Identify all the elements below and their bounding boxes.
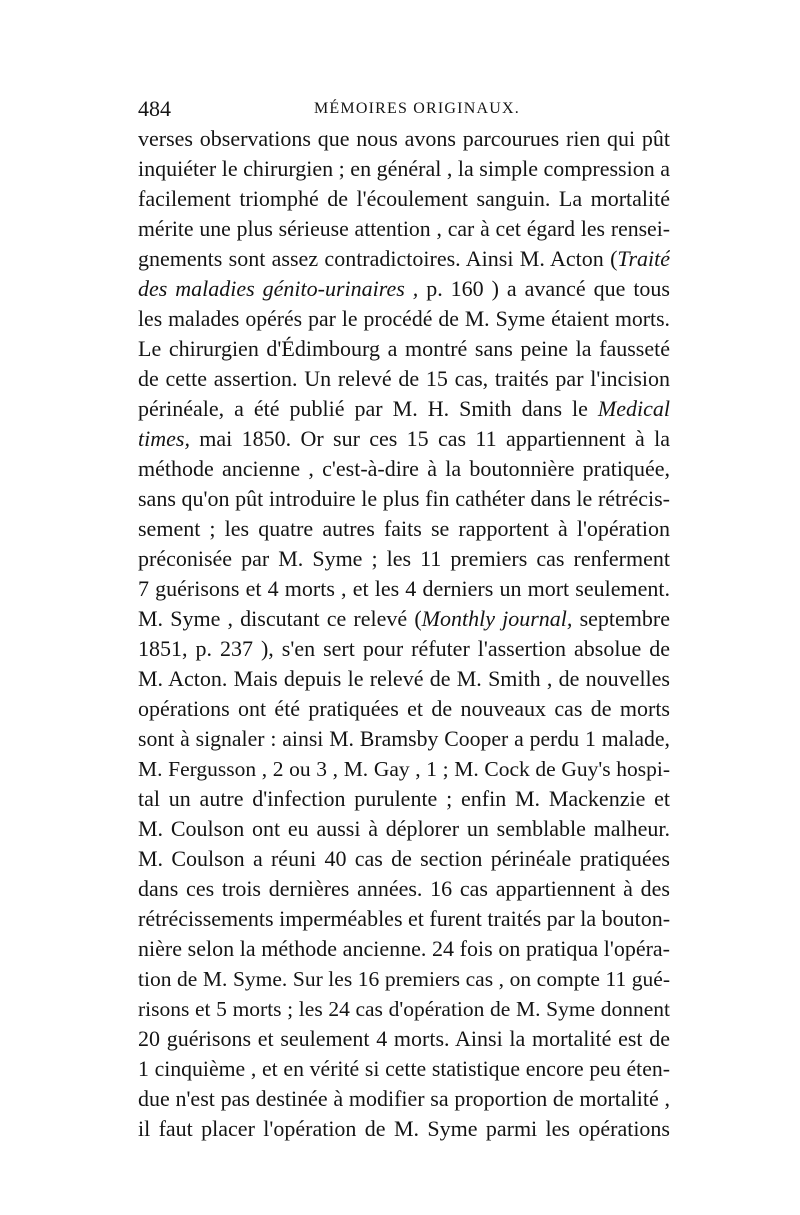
text-line [138, 1024, 670, 1054]
text-line [138, 304, 670, 334]
italic-text: des maladies génito-urinaires , [138, 276, 419, 301]
italic-text: times, [138, 426, 190, 451]
text-run: due n'est pas destinée à modifier sa proportion de mortalité , [138, 1086, 670, 1111]
text-run: opérations ont été pratiquées et de nouveaux cas de morts [138, 696, 670, 721]
text-run: 1 cinquième , et en vérité si cette statistique encore peu éten- [138, 1057, 670, 1081]
text-run: verses observations que nous avons parcourues rien qui pût [138, 126, 670, 151]
text-run: sement ; les quatre autres faits se rapportent à l'opération [138, 516, 670, 541]
text-run: 7 guérisons et 4 morts , et les 4 derniers un mort seulement. [138, 576, 670, 601]
text-line [138, 904, 670, 934]
text-run: M. Coulson a réuni 40 cas de section périnéale pratiquées [138, 846, 670, 871]
text-line [138, 604, 670, 634]
text-line [138, 214, 670, 244]
text-line [138, 814, 670, 844]
text-line [138, 1084, 670, 1114]
text-run: périnéale, a été publié par M. H. Smith dans le [138, 396, 598, 421]
text-line [138, 874, 670, 904]
text-run: mai 1850. Or sur ces 15 cas 11 appartiennent à la [189, 426, 670, 451]
text-run: rétrécissements imperméables et furent traités par la bouton- [138, 906, 670, 931]
text-run: de cette assertion. Un relevé de 15 cas, traités par l'incision [138, 366, 670, 391]
text-line [138, 664, 670, 694]
text-run: facilement triomphé de l'écoulement sanguin. La mortalité [138, 186, 670, 211]
text-line [138, 154, 670, 184]
text-line [138, 124, 670, 154]
text-line [138, 544, 670, 574]
text-run: p. 160 ) a avancé que tous [418, 276, 670, 301]
text-run: il faut placer l'opération de M. Syme parmi les opérations [138, 1116, 670, 1141]
text-run: préconisée par M. Syme ; les 11 premiers cas renferment [138, 546, 670, 571]
text-run: 1851, p. 237 ), s'en sert pour réfuter l'assertion absolue de [138, 636, 670, 661]
text-line [138, 364, 670, 394]
text-run: nière selon la méthode ancienne. 24 fois on pratiqua l'opéra- [138, 936, 670, 961]
text-run: sans qu'on pût introduire le plus fin cathéter dans le rétrécis- [138, 486, 670, 511]
text-line [138, 784, 670, 814]
italic-text: Traité [617, 246, 670, 271]
text-run: M. Acton. Mais depuis le relevé de M. Smith , de nouvelles [138, 666, 670, 691]
text-line [138, 1054, 670, 1084]
text-run: 20 guérisons et seulement 4 morts. Ainsi la mortalité est de [138, 1026, 670, 1051]
text-run: M. Coulson ont eu aussi à déplorer un semblable malheur. [138, 816, 670, 841]
text-line [138, 184, 670, 214]
text-run: septembre [572, 606, 670, 631]
text-line [138, 634, 670, 664]
italic-text: Monthly journal, [421, 606, 573, 631]
text-line [138, 484, 670, 514]
text-line [138, 934, 670, 964]
text-line [138, 274, 670, 304]
text-line [138, 964, 670, 994]
text-line [138, 754, 670, 784]
text-line [138, 724, 670, 754]
page-number: 484 [138, 96, 171, 121]
text-run: sont à signaler : ainsi M. Bramsby Cooper a perdu 1 malade, [138, 727, 670, 751]
text-run: les malades opérés par le procédé de M. Syme étaient morts. [138, 307, 670, 331]
text-line [138, 1114, 670, 1144]
page-header [138, 94, 670, 124]
text-run: risons et 5 morts ; les 24 cas d'opération de M. Syme donnent [138, 997, 670, 1021]
text-run: dans ces trois dernières années. 16 cas appartiennent à des [138, 876, 670, 901]
text-line [138, 334, 670, 364]
text-run: tal un autre d'infection purulente ; enfin M. Mackenzie et [138, 786, 670, 811]
text-run: mérite une plus sérieuse attention , car à cet égard les rensei- [138, 217, 670, 241]
text-line [138, 844, 670, 874]
text-run: M. Syme , discutant ce relevé ( [138, 606, 422, 631]
text-line [138, 424, 670, 454]
text-run: M. Fergusson , 2 ou 3 , M. Gay , 1 ; M. Cock de Guy's hospi- [138, 757, 670, 781]
text-run: tion de M. Syme. Sur les 16 premiers cas , on compte 11 gué- [138, 967, 670, 991]
text-line [138, 454, 670, 484]
text-line [138, 694, 670, 724]
body-text [138, 124, 670, 1144]
running-head: MÉMOIRES ORIGINAUX. [314, 100, 520, 117]
text-line [138, 394, 670, 424]
text-line [138, 574, 670, 604]
text-run: méthode ancienne , c'est-à-dire à la boutonnière pratiquée, [138, 456, 670, 481]
italic-text: Medical [597, 396, 670, 421]
text-line [138, 514, 670, 544]
text-line [138, 994, 670, 1024]
text-line [138, 244, 670, 274]
text-run: gnements sont assez contradictoires. Ainsi M. Acton ( [138, 246, 618, 271]
text-run: Le chirurgien d'Édimbourg a montré sans peine la fausseté [138, 336, 670, 361]
text-run: inquiéter le chirurgien ; en général , la simple compression a [138, 156, 670, 181]
